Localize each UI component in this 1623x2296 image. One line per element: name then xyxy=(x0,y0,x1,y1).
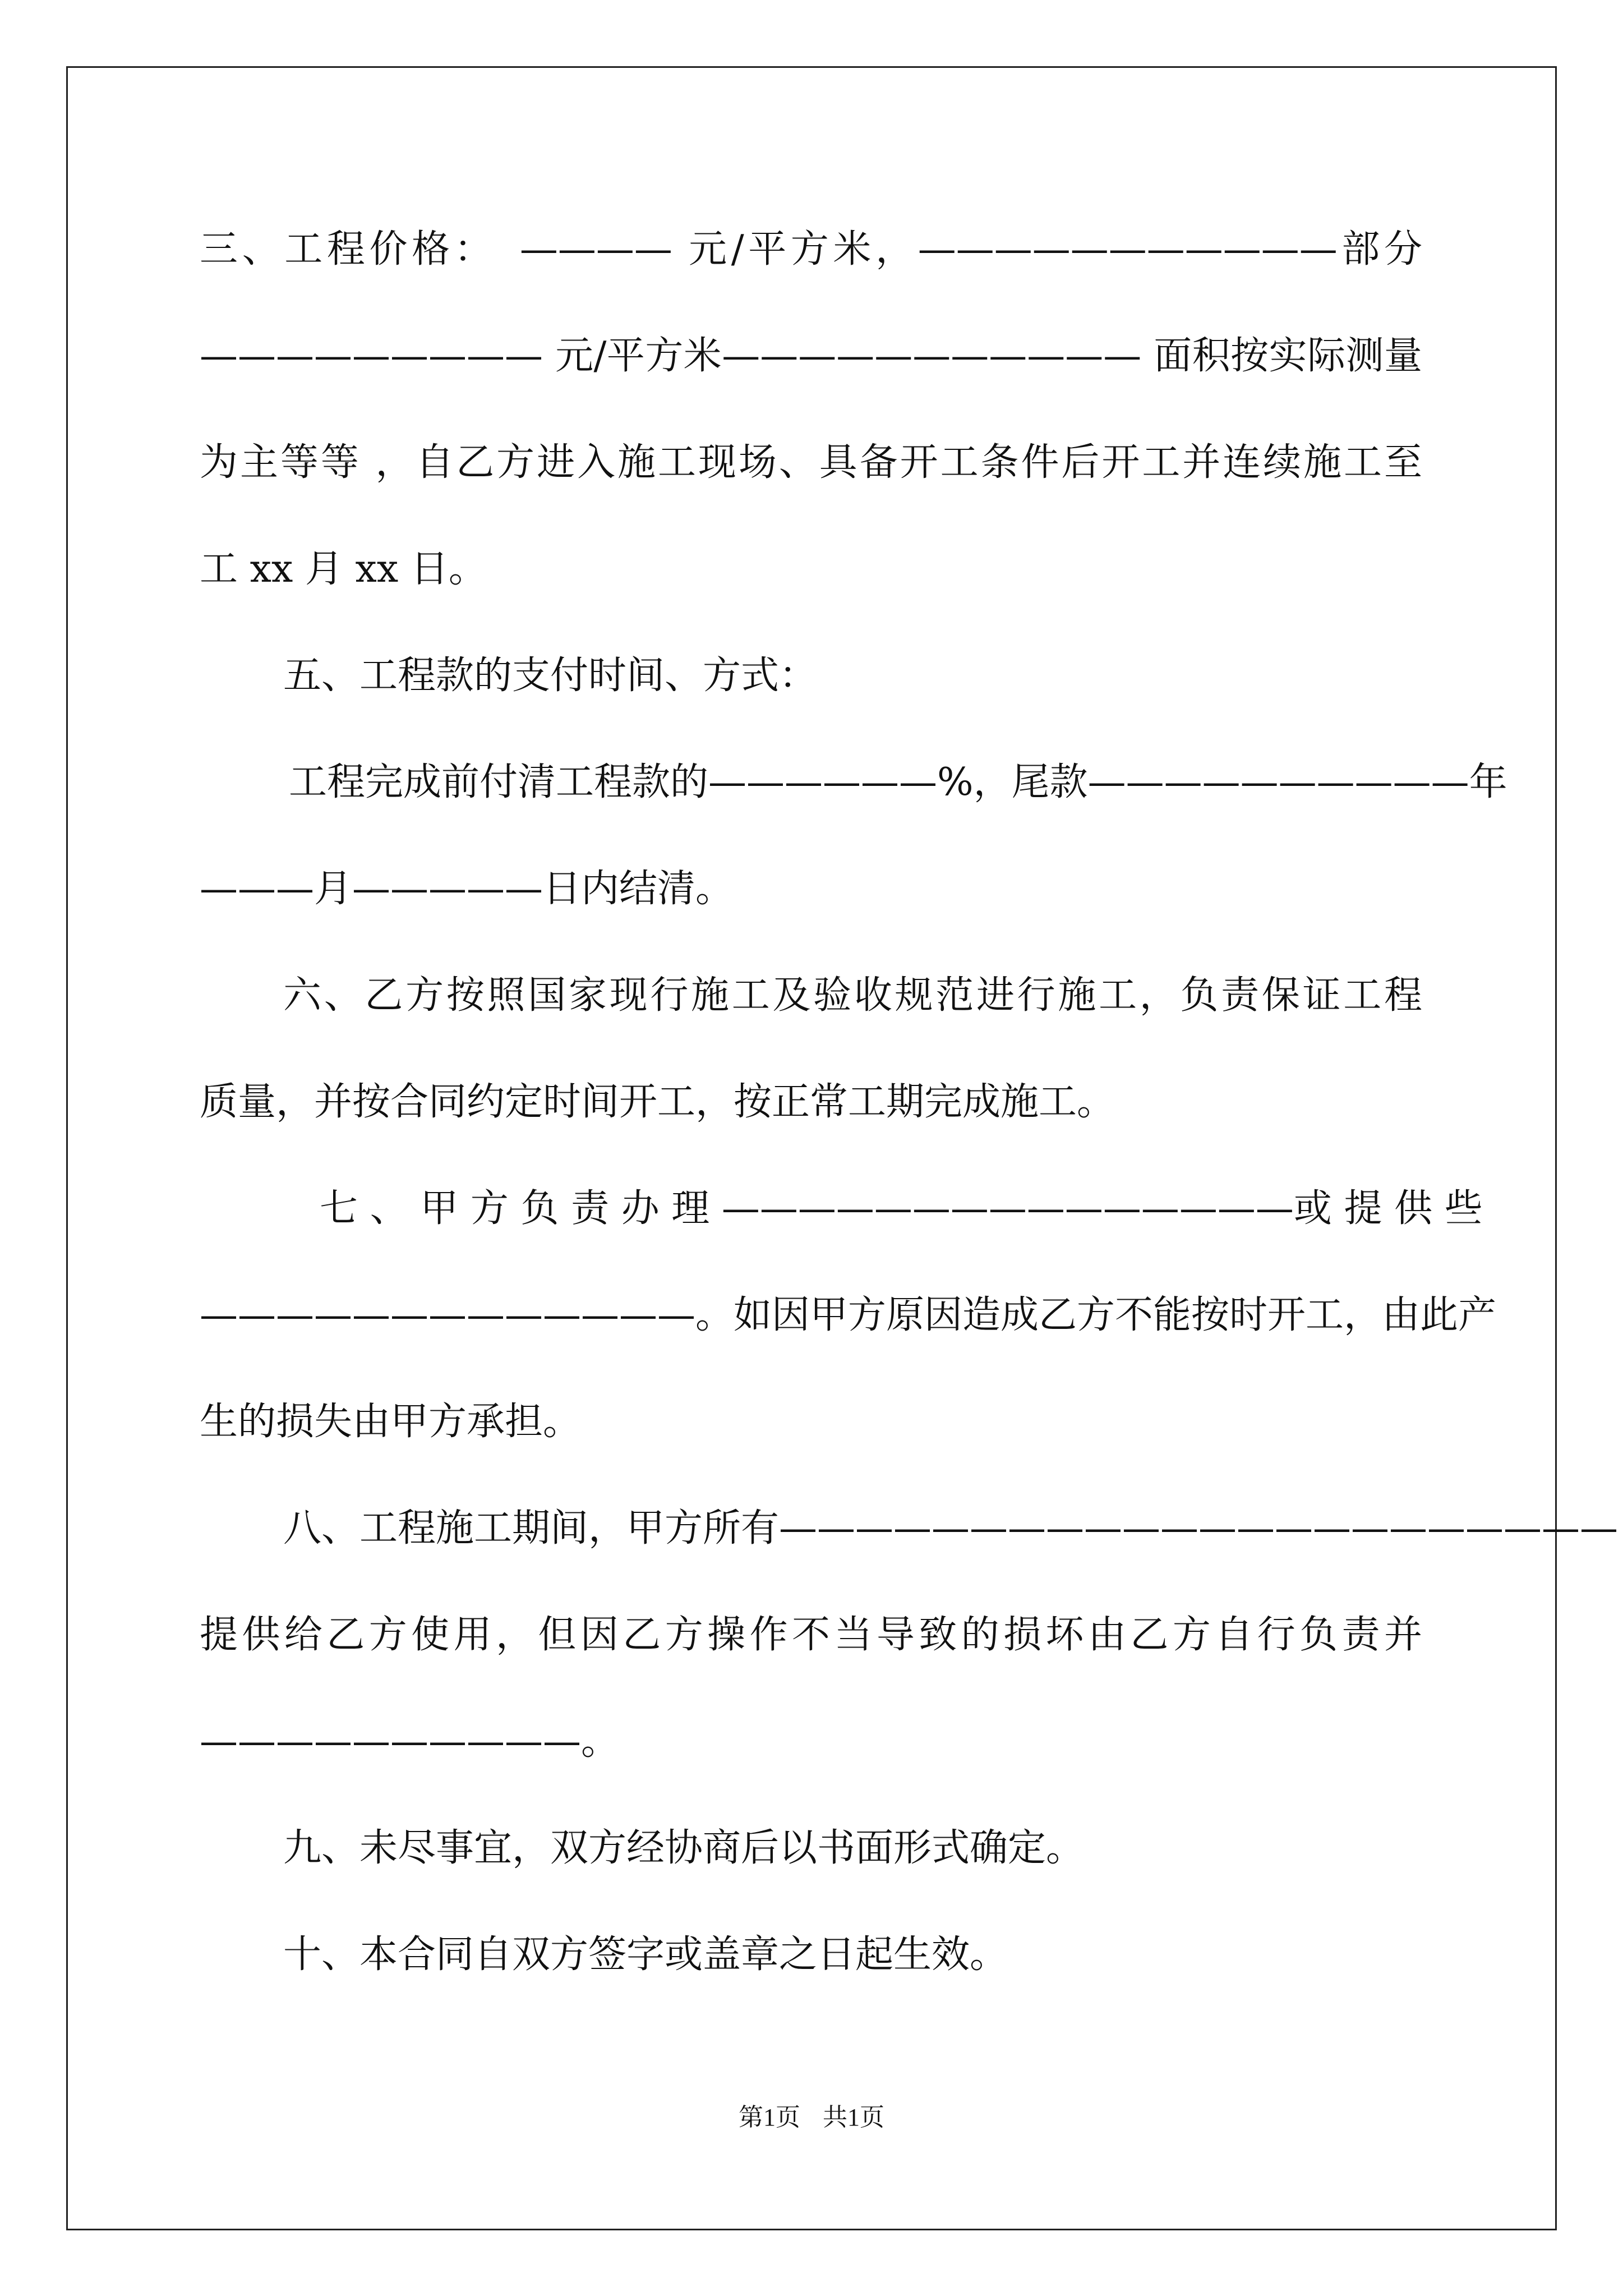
clause-5-line-2: ———月—————日内结清。 xyxy=(200,867,734,911)
clause-8-line-3: ——————————。 xyxy=(200,1719,620,1764)
clause-5-line-1: 工程完成前付清工程款的——————%，尾款——————————年 xyxy=(289,760,1507,804)
clause-8-line-2: 提供给乙方使用，但因乙方操作不当导致的损坏由乙方自行负责并 xyxy=(200,1613,1422,1657)
page-number-current: 第1页 xyxy=(739,2104,800,2131)
clause-7-line-1: 七 、 甲 方 负 责 办 理 ———————————————或 提 供 些 xyxy=(320,1186,1483,1231)
clause-6-line-2: 质量，并按合同约定时间开工，按正常工期完成施工。 xyxy=(200,1080,1115,1124)
clause-7-line-2: —————————————。如因甲方原因造成乙方不能按时开工，由此产 xyxy=(200,1293,1497,1337)
clause-9: 九、未尽事宜，双方经协商后以书面形式确定。 xyxy=(283,1826,1085,1870)
clause-6-line-1: 六、乙方按照国家现行施工及验收规范进行施工，负责保证工程 xyxy=(283,973,1422,1018)
page-number-total: 共1页 xyxy=(823,2104,884,2131)
clause-10: 十、本合同自双方签字或盖章之日起生效。 xyxy=(283,1932,1008,1977)
page-footer xyxy=(0,2101,1623,2134)
clause-3-line-3: 为主等等 ，自乙方进入施工现场、具备开工条件后开工并连续施工至 xyxy=(200,440,1422,485)
page-border xyxy=(66,66,1619,2230)
clause-3-line-4: 工 xx 月 xx 日。 xyxy=(200,547,487,591)
clause-5-heading: 五、工程款的支付时间、方式： xyxy=(283,654,818,698)
clause-7-line-3: 生的损失由甲方承担。 xyxy=(200,1400,582,1444)
clause-3-line-2: ————————— 元/平方米——————————— 面积按实际测量 xyxy=(200,334,1422,378)
clause-8-line-1: 八、工程施工期间，甲方所有—————————————————————— xyxy=(283,1506,1619,1550)
clause-3-line-1: 三、工程价格： ———— 元/平方米，———————————部分 xyxy=(200,227,1422,272)
